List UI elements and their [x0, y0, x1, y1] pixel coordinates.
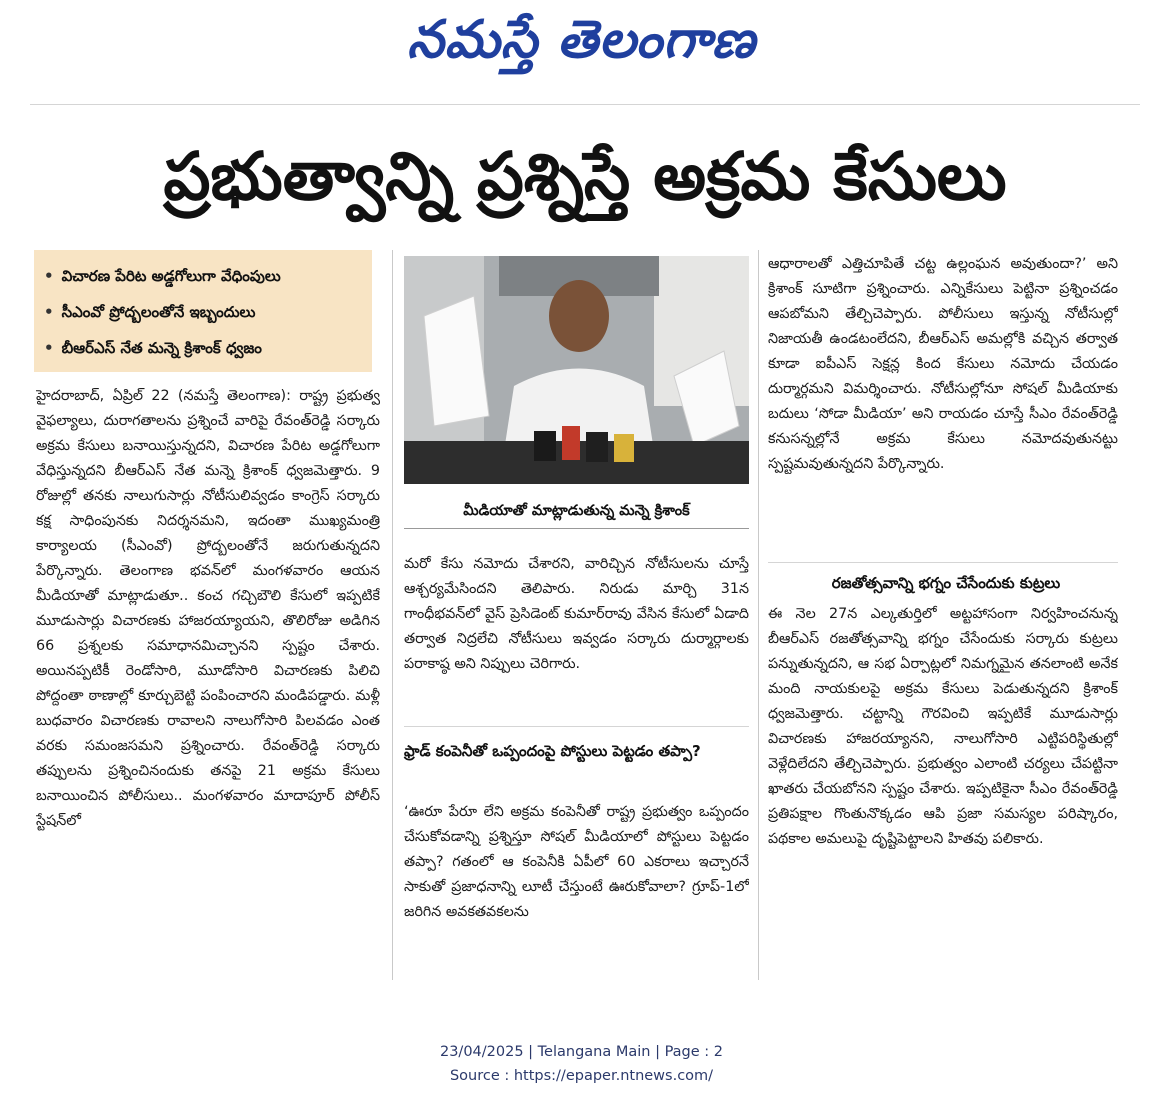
- paragraph: ఆధారాలతో ఎత్తిచూపితే చట్ట ఉల్లంఘన అవుతుందా?’ అని క్రిశాంక్ సూటిగా ప్రశ్నించారు. ఎన్నికేసులు పెట్టినా ప్రశ్నించడం ఆపబోమని తేల్చిచెప్పారు. పోలీసులు ఇస్తున్న నోటీసుల్లో నిజాయతీ ఉండటంలేదని, బీఆర్ఎస్ అమల్లోకి వచ్చిన తర్వాత కూడా ఐపీఎస్ సెక్షన్ల కింద కేసులు నమోదు చేయడం దుర్మార్గమని విమర్శించారు. నోటీసుల్లోనూ సోషల్ మీడియాకు బదులు ‘సోడా మీడియా’ అని రాయడం చూస్తే సీఎం రేవంత్‌రెడ్డి కనుసన్నల్లోనే అక్రమ కేసులు నమోదవుతునట్టు స్పష్టమవుతున్నదని పేర్కొన్నారు.: [768, 256, 1118, 472]
- paragraph: మరో కేసు నమోదు చేశారని, వారిచ్చిన నోటీసులను చూస్తే ఆశ్చర్యమేసిందని తెలిపారు. నిరుడు మార్చి 31న గాంధీభవన్‌లో వైస్ ప్రెసిడెంట్ కుమార్‌రావు వేసిన కేసులో ఏడాది తర్వాత నిద్రలేచి నోటీసులు ఇవ్వడం సర్కారు దుర్మార్గాలకు పరాకాష్ఠ అని నిప్పులు చెరిగారు.: [404, 556, 749, 672]
- masthead-logo: నమస్తే తెలంగాణ: [407, 9, 756, 70]
- section-divider: [404, 726, 749, 727]
- column-divider: [758, 250, 759, 980]
- footer-source: Source : https://epaper.ntnews.com/: [449, 1068, 714, 1084]
- bullet-icon: •: [44, 303, 54, 321]
- column-divider: [392, 250, 393, 980]
- footer-date-edition: 23/04/2025 | Telangana Main | Page : 2: [439, 1044, 724, 1060]
- highlights-box: [34, 250, 372, 372]
- speaker-photo-illustration: [404, 256, 749, 484]
- bullet-icon: •: [44, 267, 54, 285]
- paragraph: హైదరాబాద్, ఏప్రిల్ 22 (నమస్తే తెలంగాణ): రాష్ట్ర ప్రభుత్వ వైఫల్యాలు, దురాగతాలను ప్రశ్నించే వారిపై రేవంత్‌రెడ్డి సర్కారు అక్రమ కేసులు బనాయిస్తున్నదని, విచారణ పేరిట అడ్డగోలుగా వేధిస్తున్నదని బీఆర్ఎస్ నేత మన్నె క్రిశాంక్ ధ్వజమెత్తారు. 9 రోజుల్లో తనకు నాలుగుసార్లు నోటీసులివ్వడం కాంగ్రెస్ సర్కారు కక్ష సాధింపునకు నిదర్శనమని, ఇదంతా ముఖ్యమంత్రి కార్యాలయ (సీఎంవో) ప్రోద్బలంతోనే జరుగుతున్నదని పేర్కొన్నారు. తెలంగాణ భవన్‌లో మంగళవారం ఆయన మీడియాతో మాట్లాడుతూ.. కంచ గచ్చిబౌలి కేసులో ఇప్పటికే మూడుసార్లు విచారణకు హాజరయ్యాయని, తొలిరోజు అడిగిన 66 ప్రశ్నలకు సమాధానమిచ్చానని స్పష్టం చేశారు. అయినప్పటికీ రెండోసారి, మూడోసారి విచారణకు పిలిచి పోద్దంతా ఠాణాల్లో కూర్చుబెట్టి పంపించారని మండిపడ్డారు. మళ్లీ బుధవారం విచారణకు రావాలని నాలుగోసారి పిలవడం ఎంత వరకు సమంజసమని ప్రశ్నించారు. రేవంత్‌రెడ్డి సర్కారు తప్పులను ప్రశ్నించినందుకు తనపై 21 అక్రమ కేసులు బనాయించిన పోలీసులు.. మంగళవారం మాదాపూర్ పోలీస్ స్టేషన్‌లో: [36, 388, 380, 829]
- article-column-right: [768, 252, 1118, 552]
- article-column-right-2: [768, 602, 1118, 968]
- article-column-mid: [404, 552, 749, 702]
- highlight-item: • విచారణ పేరిట అడ్డగోలుగా వేధింపులు: [44, 258, 364, 294]
- highlight-item: • సీఎంవో ప్రోద్బలంతోనే ఇబ్బందులు: [44, 294, 364, 330]
- masthead-divider: [30, 104, 1140, 105]
- article-column-mid-2: [404, 800, 749, 975]
- article-headline: ప్రభుత్వాన్ని ప్రశ్నిస్తే అక్రమ కేసులు: [163, 138, 1007, 215]
- highlight-item: • బీఆర్ఎస్ నేత మన్నె క్రిశాంక్ ధ్వజం: [44, 330, 364, 366]
- paragraph: ఈ నెల 27న ఎల్కతుర్తిలో అట్టహాసంగా నిర్వహించనున్న బీఆర్ఎస్ రజతోత్సవాన్ని భగ్నం చేసేందుకు సర్కారు కుట్రలు పన్నుతున్నదని, ఆ సభ ఏర్పాట్లలో నిమగ్నమైన తనలాంటి అనేక మంది నాయకులపై అక్రమ కేసులు పెడుతున్నదని క్రిశాంక్ ధ్వజమెత్తారు. చట్టాన్ని గౌరవించి ఇప్పటికే మూడుసార్లు విచారణకు హాజరయ్యానని, నాలుగోసారి ఎట్టిపరిస్థితుల్లో వెళ్లేదిలేదని తేల్చిచెప్పారు. ప్రభుత్వం ఎలాంటి చర్యలు చేపట్టినా ఖాతరు చేయబోనని స్పష్టం చేశారు. ఇప్పటికైనా సీఎం రేవంత్‌రెడ్డి ప్రతిపక్షాల గొంతునొక్కడం ఆపి ప్రజా సమస్యల పరిష్కారం, పథకాల అమలుపై దృష్టిపెట్టాలని హితవు పలికారు.: [768, 606, 1118, 847]
- section-divider: [768, 562, 1118, 563]
- paragraph: ‘ఊరూ పేరూ లేని అక్రమ కంపెనీతో రాష్ట్ర ప్రభుత్వం ఒప్పందం చేసుకోవడాన్ని ప్రశ్నిస్తూ సోషల్ మీడియాలో పోస్టులు పెట్టడం తప్పా? గతంలో ఆ కంపెనీకి ఏపీలో 60 ఎకరాలు ఇచ్చారనే సాకుతో ప్రజాధనాన్ని లూటీ చేస్తుంటే ఊరుకోవాలా? గ్రూప్-1లో జరిగిన అవకతవకలను: [404, 804, 749, 920]
- subheading-right: రజతోత్సవాన్ని భగ్నం చేసేందుకు కుట్రలు: [831, 574, 1061, 592]
- photo-caption: మీడియాతో మాట్లాడుతున్న మన్నె క్రిశాంక్: [404, 494, 749, 529]
- subheading-mid: ఫ్రాడ్ కంపెనీతో ఒప్పందంపై పోస్టులు పెట్టడం తప్పా?: [404, 742, 701, 760]
- news-photo: [404, 256, 749, 484]
- bullet-icon: •: [44, 339, 54, 357]
- article-column-left: [36, 384, 380, 979]
